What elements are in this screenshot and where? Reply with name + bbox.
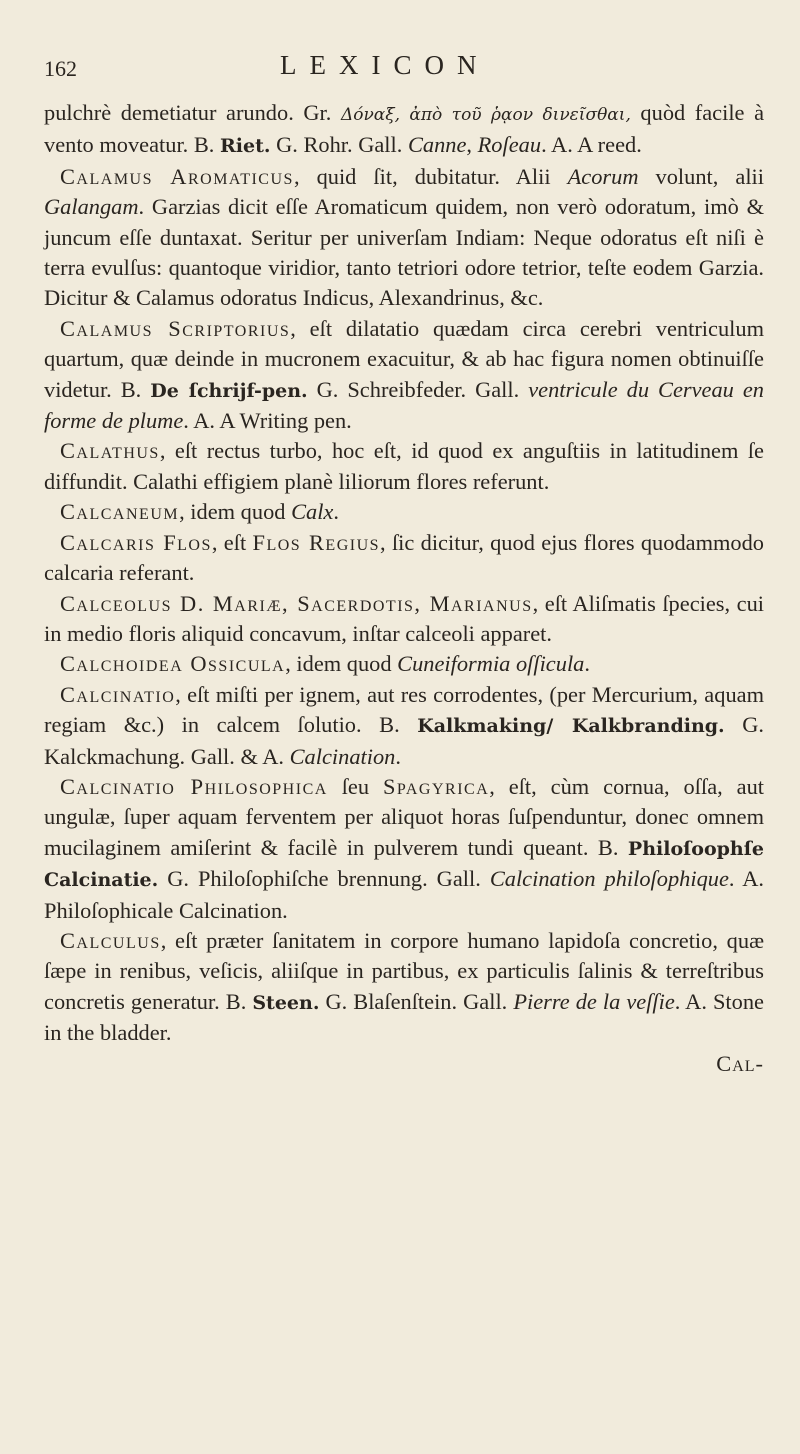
catchword: Cal- bbox=[716, 1050, 764, 1076]
entry-text: , eſt rectus turbo, hoc eſt, id quod ex anguſtiis in latitudinem ſe diffundit. Calathi effigiem planè liliorum flores referunt. bbox=[44, 438, 764, 494]
entry-text: quòd facile à vento moveatur. B. bbox=[44, 100, 765, 158]
entry-text: G. Philoſophiſche brennung. Gall. bbox=[158, 866, 490, 892]
entry-text: . bbox=[333, 499, 339, 525]
italic-term: Acorum bbox=[567, 163, 639, 189]
entry-text: . bbox=[584, 651, 590, 677]
entry-text: , ſic dicitur, quod ejus flores quodammodo calcaria referant. bbox=[44, 529, 765, 586]
entry-text: , quid ſit, dubitatur. Alii bbox=[293, 163, 568, 189]
page-header bbox=[44, 44, 764, 86]
blackletter-text: De ſchrijf-pen. bbox=[150, 379, 308, 402]
entry-arundo-continuation bbox=[44, 98, 764, 162]
entry-calceolus bbox=[44, 589, 764, 650]
headword: Calcaneum bbox=[60, 499, 180, 525]
entry-text: volunt, alii bbox=[638, 163, 764, 189]
italic-term: Cuneiformia oſſicula bbox=[397, 651, 585, 677]
headword: Calamus Scriptorius bbox=[60, 315, 291, 341]
entry-text: G. Blaſenſtein. Gall. bbox=[319, 988, 514, 1014]
entry-text: G. Schreibfeder. Gall. bbox=[307, 376, 529, 402]
headword: Spagyrica bbox=[382, 773, 490, 799]
entry-text: , eſt præter ſanitatem in corpore humano lapidoſa concretio, quæ ſæpe in renibus, veſicis, aliiſque in partibus, ex particulis ſalinis & terreſtribus concretis generatur. B. bbox=[44, 927, 764, 1014]
blackletter-text: Kalkmaking/ Kalkbranding. bbox=[417, 715, 725, 738]
entry-calcinatio bbox=[44, 680, 764, 772]
headword: Calathus bbox=[60, 438, 160, 464]
italic-term: Calcination bbox=[289, 743, 396, 769]
italic-term: ventricule du Cerveau en forme de plume bbox=[44, 376, 764, 434]
italic-term: Galangam bbox=[44, 194, 139, 220]
entry-text: , eſt bbox=[211, 529, 253, 555]
entry-text: . A. Stone in the bladder. bbox=[44, 988, 764, 1046]
headword: Calamus Aromaticus bbox=[60, 163, 294, 189]
entry-text: ſeu bbox=[327, 773, 383, 799]
headword: Calcinatio Philosophica bbox=[60, 773, 328, 799]
entry-text: . bbox=[395, 743, 401, 769]
headword: Calceolus D. Mariæ, Sacerdotis, Marianus bbox=[60, 590, 533, 616]
entry-calcinatio-philosophica bbox=[44, 772, 764, 926]
entry-text: , bbox=[466, 132, 478, 158]
italic-term: Canne bbox=[407, 132, 467, 158]
entry-calamus-aromaticus bbox=[44, 162, 764, 314]
italic-term: Roſeau bbox=[477, 132, 542, 158]
italic-term: Pierre de la veſſie bbox=[513, 988, 675, 1014]
italic-term: Calx bbox=[291, 499, 334, 525]
page-number: 162 bbox=[44, 56, 77, 81]
blackletter-text: Steen. bbox=[252, 991, 320, 1014]
entry-text: , eſt, cùm cornua, oſſa, aut ungulæ, ſuper aquam ferventem per aliquot horas ſuſpenduntur, donec omnem mucilaginem amiſerint & facilè in pulverem tundi queant. B. bbox=[44, 773, 764, 860]
entry-text: . A. Philoſophicale Calcination. bbox=[44, 866, 765, 923]
entry-calchoidea bbox=[44, 649, 764, 679]
headword: Calchoidea Ossicula bbox=[60, 651, 286, 677]
entry-text: , idem quod bbox=[285, 651, 398, 677]
running-title: LEXICON bbox=[280, 50, 490, 80]
blackletter-text: Philoſoophſe Calcinatie. bbox=[44, 837, 764, 892]
blackletter-text: Riet. bbox=[220, 135, 271, 158]
entry-text: , eſt miſti per ignem, aut res corrodentes, (per Mercurium, aquam regiam &c.) in calcem ſolutio. B. bbox=[44, 681, 764, 738]
entry-text: . A. A reed. bbox=[541, 132, 642, 158]
entry-calamus-scriptorius bbox=[44, 314, 764, 437]
entry-calcaneum bbox=[44, 497, 764, 527]
entry-text: G. Rohr. Gall. bbox=[270, 132, 408, 158]
entry-calculus bbox=[44, 926, 764, 1049]
italic-term: Calcination philoſophique bbox=[489, 866, 729, 892]
entry-text: , idem quod bbox=[179, 499, 292, 525]
entry-calathus bbox=[44, 436, 764, 497]
entry-text: . Garzias dicit eſſe Aromaticum quidem, non verò odoratum, imò & juncum eſſe duntaxat. Seritur per univerſam Indiam: Neque odoratus eſt niſi è terra evulſus: quantoque viridior, tanto tetriori odore tetrior, teſte eodem Garzia. Dicitur & Calamus odoratus Indicus, Alexandrinus, &c. bbox=[44, 194, 764, 311]
entry-text: pulchrè demetiatur arundo. Gr. bbox=[44, 100, 341, 125]
entry-text: . A. A Writing pen. bbox=[183, 408, 352, 434]
entry-text: G. Kalckmachung. Gall. & A. bbox=[44, 712, 764, 769]
entry-text: , eſt dilatatio quædam circa cerebri ventriculum quartum, quæ deinde in mucronem exacuitur, & ab hac figura nomen obtinuiſſe videtur. B. bbox=[44, 315, 764, 402]
dictionary-body bbox=[44, 98, 764, 1079]
headword: Flos Regius bbox=[252, 529, 381, 555]
greek-text: Δόναξ, ἀπὸ τοῦ ῥᾳον δινεῖσθαι, bbox=[340, 105, 631, 125]
headword: Calcaris Flos bbox=[60, 529, 212, 555]
headword: Calculus bbox=[60, 927, 161, 953]
headword: Calcinatio bbox=[60, 681, 176, 707]
entry-text: , eſt Aliſmatis ſpecies, cui in medio floris aliquid concavum, inſtar calceoli apparet. bbox=[44, 590, 765, 646]
entry-calcaris-flos bbox=[44, 528, 764, 589]
